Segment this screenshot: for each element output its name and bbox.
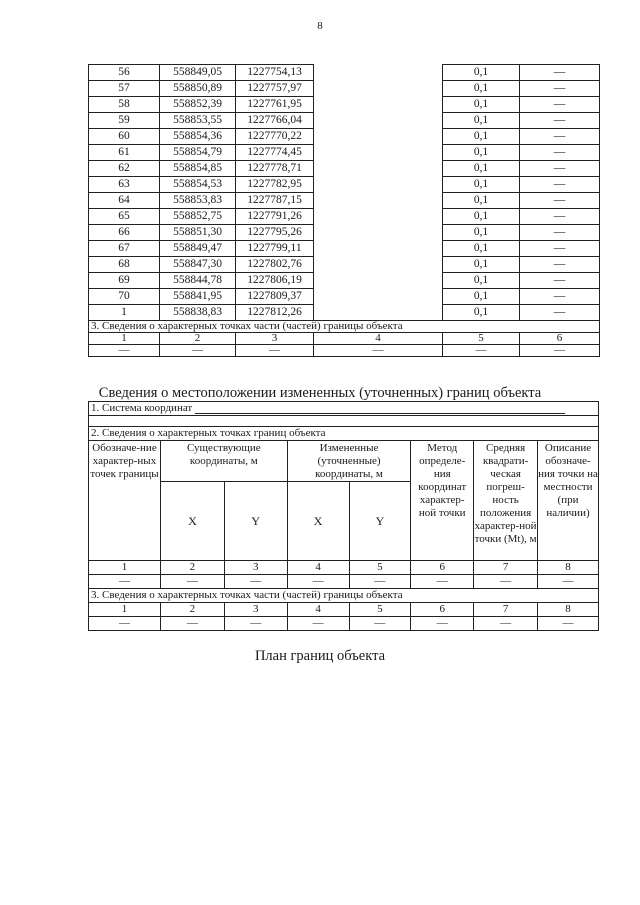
description: — <box>520 225 600 241</box>
col-number: 2 <box>160 603 224 617</box>
accuracy: 0,1 <box>443 225 520 241</box>
blank-cell <box>314 193 443 209</box>
coord-x: 558850,89 <box>160 81 236 97</box>
coord-y: 1227791,26 <box>236 209 314 225</box>
table-row <box>89 257 600 273</box>
coord-x: 558854,36 <box>160 129 236 145</box>
description: — <box>520 289 600 305</box>
accuracy: 0,1 <box>443 145 520 161</box>
accuracy: 0,1 <box>443 289 520 305</box>
point-number: 62 <box>89 161 160 177</box>
coord-y: 1227795,26 <box>236 225 314 241</box>
header-changed: Измененные (уточненные) координаты, м <box>287 441 411 482</box>
col-number: 5 <box>443 333 520 345</box>
coord-x: 558849,47 <box>160 241 236 257</box>
table-row <box>89 225 600 241</box>
table-row <box>89 193 600 209</box>
col-number: 7 <box>474 561 538 575</box>
section-3-label: 3. Сведения о характерных точках части (частей) границы объекта <box>89 321 600 333</box>
header-error: Средняя квадрати-ческая погреш-ность положения характер-ной точки (Mt), м <box>474 441 538 561</box>
dash-cell: — <box>287 575 349 589</box>
description: — <box>520 305 600 321</box>
col-number: 6 <box>411 561 474 575</box>
table-row <box>89 209 600 225</box>
coord-x: 558853,55 <box>160 113 236 129</box>
accuracy: 0,1 <box>443 81 520 97</box>
coord-x: 558844,78 <box>160 273 236 289</box>
dash-cell: — <box>520 345 600 357</box>
accuracy: 0,1 <box>443 113 520 129</box>
coord-y: 1227809,37 <box>236 289 314 305</box>
col-number: 1 <box>89 603 161 617</box>
description: — <box>520 177 600 193</box>
col-number: 6 <box>520 333 600 345</box>
coord-x: 558838,83 <box>160 305 236 321</box>
dash-cell: — <box>538 617 599 631</box>
points-label: 2. Сведения о характерных точках границ объекта <box>89 427 599 441</box>
col-number: 3 <box>224 561 287 575</box>
point-number: 69 <box>89 273 160 289</box>
description: — <box>520 129 600 145</box>
dash-cell: — <box>474 575 538 589</box>
accuracy: 0,1 <box>443 257 520 273</box>
coord-x: 558854,85 <box>160 161 236 177</box>
accuracy: 0,1 <box>443 273 520 289</box>
dash-cell: — <box>160 345 236 357</box>
accuracy: 0,1 <box>443 209 520 225</box>
col-number: 8 <box>538 561 599 575</box>
col-number: 8 <box>538 603 599 617</box>
coord-system-label: 1. Система координат <box>91 402 193 414</box>
point-number: 64 <box>89 193 160 209</box>
description: — <box>520 257 600 273</box>
dash-cell: — <box>349 575 411 589</box>
col-number: 2 <box>160 561 224 575</box>
coord-y: 1227799,11 <box>236 241 314 257</box>
dash-cell: — <box>411 617 474 631</box>
coord-x: 558841,95 <box>160 289 236 305</box>
coord-x: 558854,79 <box>160 145 236 161</box>
dash-cell: — <box>411 575 474 589</box>
coord-y: 1227757,97 <box>236 81 314 97</box>
dash-cell: — <box>89 345 160 357</box>
point-number: 65 <box>89 209 160 225</box>
header-existing: Существующие координаты, м <box>160 441 287 482</box>
accuracy: 0,1 <box>443 241 520 257</box>
point-number: 66 <box>89 225 160 241</box>
blank-cell <box>314 129 443 145</box>
table-row <box>89 129 600 145</box>
point-number: 56 <box>89 65 160 81</box>
dash-cell: — <box>89 617 161 631</box>
point-number: 59 <box>89 113 160 129</box>
coord-x: 558847,30 <box>160 257 236 273</box>
description: — <box>520 113 600 129</box>
coord-y: 1227787,15 <box>236 193 314 209</box>
header-y-existing: Y <box>224 482 287 561</box>
blank-cell <box>314 65 443 81</box>
blank-cell <box>314 177 443 193</box>
col-number: 1 <box>89 333 160 345</box>
col-number: 4 <box>314 333 443 345</box>
col-number: 4 <box>287 603 349 617</box>
point-number: 60 <box>89 129 160 145</box>
description: — <box>520 65 600 81</box>
col-number: 5 <box>349 561 411 575</box>
col-number: 3 <box>236 333 314 345</box>
plan-heading: План границ объекта <box>254 648 386 664</box>
header-description: Описание обозначе-ния точки на местности (при наличии) <box>538 441 599 561</box>
changed-borders-heading: Сведения о местоположении измененных (уточненных) границ объекта <box>98 385 542 401</box>
header-method: Метод определе-ния координат характер-ной точки <box>411 441 474 561</box>
dash-cell: — <box>160 575 224 589</box>
table-row <box>89 241 600 257</box>
table-row <box>89 65 600 81</box>
point-number: 58 <box>89 97 160 113</box>
point-number: 70 <box>89 289 160 305</box>
point-number: 61 <box>89 145 160 161</box>
parts-label: 3. Сведения о характерных точках части (частей) границы объекта <box>89 589 599 603</box>
page-number: 8 <box>317 20 323 32</box>
blank-cell <box>314 257 443 273</box>
coord-x: 558853,83 <box>160 193 236 209</box>
table-row <box>89 273 600 289</box>
dash-cell: — <box>287 617 349 631</box>
description: — <box>520 145 600 161</box>
point-number: 57 <box>89 81 160 97</box>
accuracy: 0,1 <box>443 129 520 145</box>
description: — <box>520 97 600 113</box>
spacer-row <box>89 416 599 427</box>
coord-x: 558854,53 <box>160 177 236 193</box>
dash-cell: — <box>314 345 443 357</box>
accuracy: 0,1 <box>443 161 520 177</box>
blank-cell <box>314 145 443 161</box>
blank-cell <box>314 209 443 225</box>
coord-system-blank-line <box>195 404 565 414</box>
table-row <box>89 113 600 129</box>
coord-y: 1227770,22 <box>236 129 314 145</box>
col-number: 4 <box>287 561 349 575</box>
blank-cell <box>314 113 443 129</box>
blank-cell <box>314 97 443 113</box>
blank-cell <box>314 305 443 321</box>
changed-borders-table <box>88 401 599 631</box>
coord-y: 1227774,45 <box>236 145 314 161</box>
coord-y: 1227782,95 <box>236 177 314 193</box>
header-x-changed: X <box>287 482 349 561</box>
header-y-changed: Y <box>349 482 411 561</box>
point-number: 67 <box>89 241 160 257</box>
col-number: 3 <box>224 603 287 617</box>
table-row <box>89 161 600 177</box>
dash-cell: — <box>236 345 314 357</box>
blank-cell <box>314 225 443 241</box>
coord-y: 1227778,71 <box>236 161 314 177</box>
table-row <box>89 289 600 305</box>
description: — <box>520 81 600 97</box>
blank-cell <box>314 161 443 177</box>
description: — <box>520 193 600 209</box>
table-row <box>89 81 600 97</box>
description: — <box>520 209 600 225</box>
point-number: 68 <box>89 257 160 273</box>
coord-x: 558852,39 <box>160 97 236 113</box>
coord-x: 558851,30 <box>160 225 236 241</box>
col-number: 6 <box>411 603 474 617</box>
blank-cell <box>314 273 443 289</box>
accuracy: 0,1 <box>443 193 520 209</box>
dash-cell: — <box>349 617 411 631</box>
dash-cell: — <box>443 345 520 357</box>
dash-cell: — <box>538 575 599 589</box>
coord-y: 1227754,13 <box>236 65 314 81</box>
description: — <box>520 161 600 177</box>
description: — <box>520 241 600 257</box>
blank-cell <box>314 289 443 305</box>
header-x-existing: X <box>160 482 224 561</box>
dash-cell: — <box>224 617 287 631</box>
col-number: 2 <box>160 333 236 345</box>
point-number: 1 <box>89 305 160 321</box>
table-row <box>89 305 600 321</box>
points-table <box>88 64 600 357</box>
dash-cell: — <box>224 575 287 589</box>
coord-x: 558849,05 <box>160 65 236 81</box>
coord-system-row <box>89 402 599 416</box>
accuracy: 0,1 <box>443 65 520 81</box>
table-row <box>89 97 600 113</box>
accuracy: 0,1 <box>443 97 520 113</box>
description: — <box>520 273 600 289</box>
accuracy: 0,1 <box>443 177 520 193</box>
dash-cell: — <box>160 617 224 631</box>
col-number: 5 <box>349 603 411 617</box>
col-number: 1 <box>89 561 161 575</box>
col-number: 7 <box>474 603 538 617</box>
table-row <box>89 177 600 193</box>
dash-cell: — <box>89 575 161 589</box>
coord-y: 1227812,26 <box>236 305 314 321</box>
header-designation: Обозначе-ние характер-ных точек границы <box>89 441 161 561</box>
coord-y: 1227802,76 <box>236 257 314 273</box>
coord-y: 1227761,95 <box>236 97 314 113</box>
blank-cell <box>314 241 443 257</box>
point-number: 63 <box>89 177 160 193</box>
coord-y: 1227806,19 <box>236 273 314 289</box>
accuracy: 0,1 <box>443 305 520 321</box>
dash-cell: — <box>474 617 538 631</box>
blank-cell <box>314 81 443 97</box>
table-row <box>89 145 600 161</box>
coord-y: 1227766,04 <box>236 113 314 129</box>
coord-x: 558852,75 <box>160 209 236 225</box>
